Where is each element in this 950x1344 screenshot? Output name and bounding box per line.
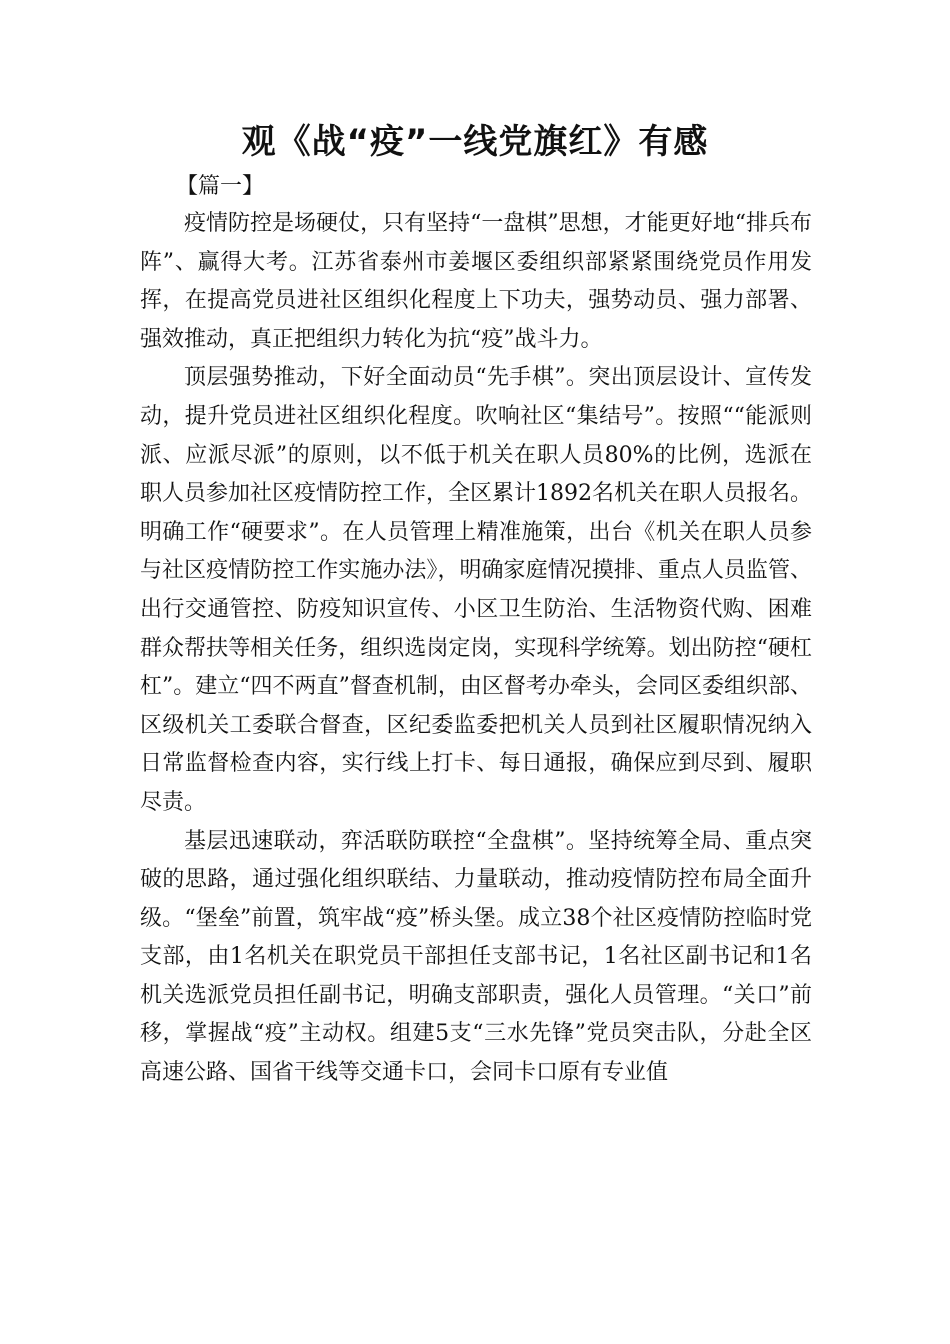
document-body <box>140 205 812 1093</box>
paragraph-intro: 疫情防控是场硬仗，只有坚持“一盘棋”思想，才能更好地“排兵布阵”、赢得大考。江苏省泰州市姜堰区委组织部紧紧围绕党员作用发挥，在提高党员进社区组织化程度上下功夫，强势动员、强力部署、强效推动，真正把组织力转化为抗“疫”战斗力。 <box>140 211 812 352</box>
section-label: 【篇一】 <box>176 174 265 199</box>
document-title: 观《战“疫”一线党旗红》有感 <box>241 122 709 162</box>
paragraph-top-level-mobilization: 顶层强势推动，下好全面动员“先手棋”。突出顶层设计、宣传发动，提升党员进社区组织化程度。吹响社区“集结号”。按照““能派则派、应派尽派”的原则，以不低于机关在职人员80%的比例，选派在职人员参加社区疫情防控工作，全区累计1892名机关在职人员报名。明确工作“硬要求”。在人员管理上精准施策，出台《机关在职人员参与社区疫情防控工作实施办法》，明确家庭情况摸排、重点人员监管、出行交通管控、防疫知识宣传、小区卫生防治、生活物资代购、困难群众帮扶等相关任务，组织选岗定岗，实现科学统筹。划出防控“硬杠杠”。建立“四不两直”督查机制，由区督考办牵头，会同区委组织部、区级机关工委联合督查，区纪委监委把机关人员到社区履职情况纳入日常监督检查内容，实行线上打卡、每日通报，确保应到尽到、履职尽责。 <box>140 365 812 815</box>
paragraph-grassroots-linkage: 基层迅速联动，弈活联防联控“全盘棋”。坚持统筹全局、重点突破的思路，通过强化组织联结、力量联动，推动疫情防控布局全面升级。“堡垒”前置，筑牢战“疫”桥头堡。成立38个社区疫情防控临时党支部，由1名机关在职党员干部担任支部书记，1名社区副书记和1名机关选派党员担任副书记，明确支部职责，强化人员管理。“关口”前移，掌握战“疫”主动权。组建5支“三水先锋”党员突击队，分赴全区高速公路、国省干线等交通卡口，会同卡口原有专业值 <box>140 828 812 1086</box>
